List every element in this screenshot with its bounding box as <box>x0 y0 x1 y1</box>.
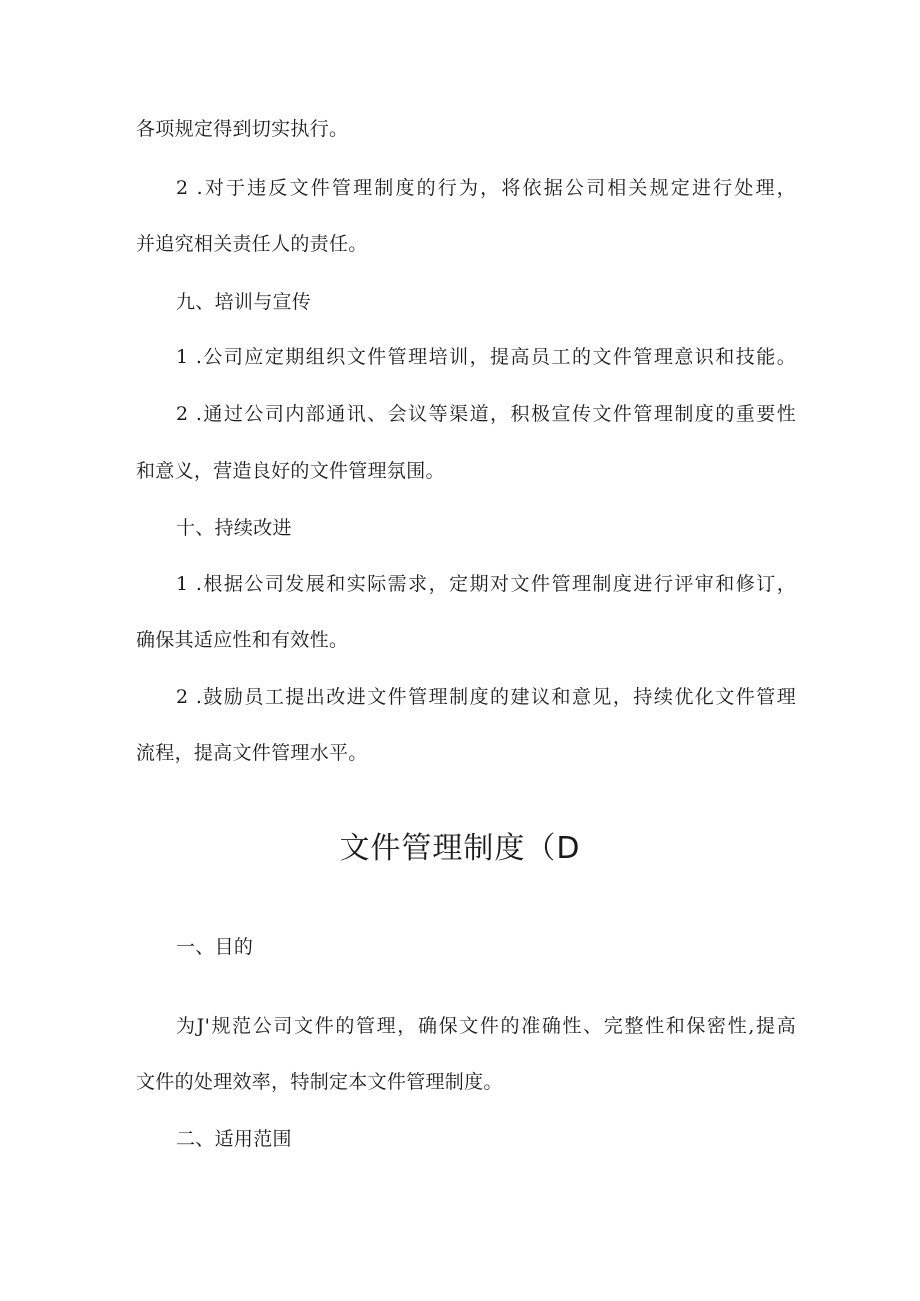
document-title: 文件管理制度（D <box>339 831 581 866</box>
paragraph-line: 1 .公司应定期组织文件管理培训，提高员工的文件管理意识和技能。 <box>176 346 796 368</box>
paragraph-line: 流程，提高文件管理水平。 <box>136 742 368 764</box>
paragraph-line: 并追究相关责任人的责任。 <box>136 233 368 255</box>
section-heading: 十、持续改进 <box>176 517 292 539</box>
paragraph-line: 确保其适应性和有效性。 <box>136 629 349 651</box>
paragraph-line: 文件的处理效率，特制定本文件管理制度。 <box>136 1071 503 1093</box>
paragraph-line: 1 .根据公司发展和实际需求，定期对文件管理制度进行评审和修订， <box>176 573 796 595</box>
paragraph-line: 和意义，营造良好的文件管理氛围。 <box>136 460 445 482</box>
section-heading: 二、适用范围 <box>176 1128 292 1150</box>
paragraph-line: 2 .鼓励员工提出改进文件管理制度的建议和意见，持续优化文件管理 <box>176 686 796 708</box>
paragraph-line: 各项规定得到切实执行。 <box>136 118 349 140</box>
paragraph-line: 为J'规范公司文件的管理，确保文件的准确性、完整性和保密性,提高 <box>176 1015 796 1037</box>
paragraph-line: 2 .对于违反文件管理制度的行为，将依据公司相关规定进行处理， <box>176 177 796 199</box>
section-heading: 一、目的 <box>176 936 254 958</box>
paragraph-line: 2 .通过公司内部通讯、会议等渠道，积极宣传文件管理制度的重要性 <box>176 403 796 425</box>
section-heading: 九、培训与宣传 <box>176 291 312 313</box>
